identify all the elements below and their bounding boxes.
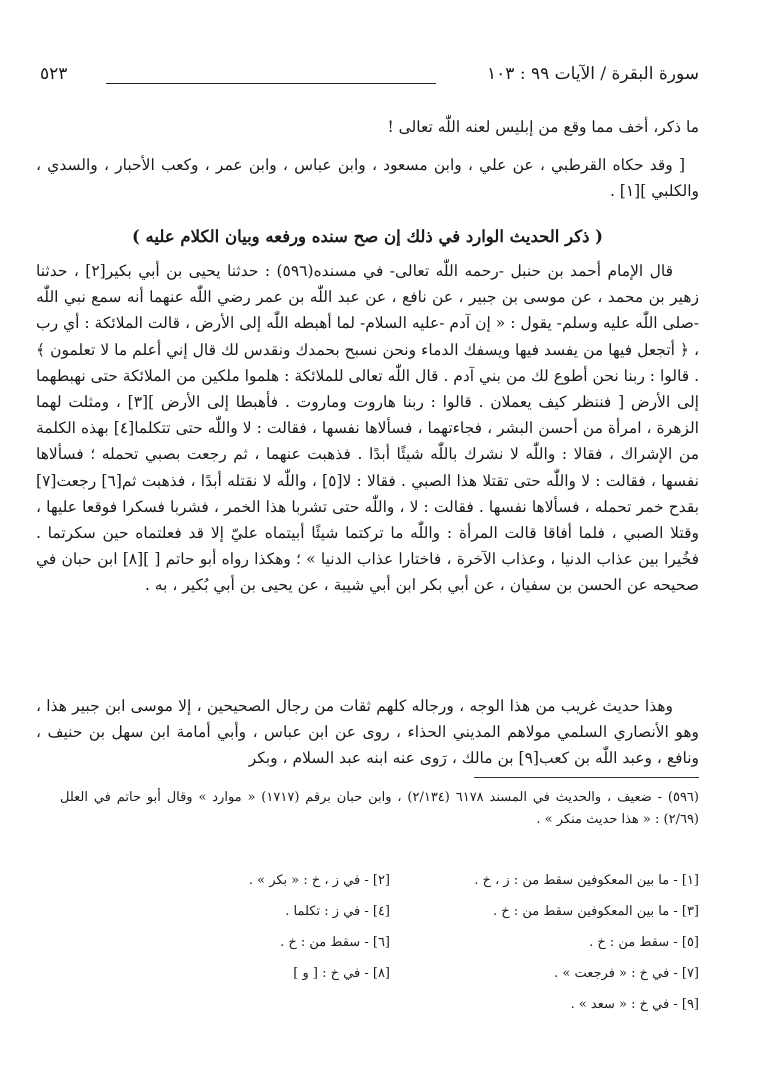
footnote-rule <box>474 777 699 778</box>
note-item: [٩] - في خ : « سعد » . <box>570 997 699 1012</box>
paragraph-commentary: وهذا حديث غريب من هذا الوجه ، ورجاله كلهم ثقات من رجال الصحيحين ، إلا موسى ابن جبير هذا ، وهو الأنصاري السلمي مولاهم المديني الحذاء ، روى عن ابن عباس ، وأبي أمامة ابن سهل بن حنيف ، ونافع ، وعبد اللّٰه بن كعب[٩] بن مالك ، رَوى عنه ابنه عبد السلام ، وبكر <box>36 697 699 767</box>
note-item: [٥] - سقط من : خ . <box>589 935 699 950</box>
paragraph-1: ما ذكر، أخف مما وقع من إبليس لعنه اللّٰه تعالى ! <box>387 118 699 136</box>
paragraph-hadith: قال الإمام أحمد بن حنبل -رحمه اللّٰه تعالى- في مسنده(٥٩٦) : حدثنا يحيى بن أبي بكير[٢] ، حدثنا زهير بن محمد ، عن موسى بن جبير ، عن نافع ، عن عبد اللّٰه بن عمر رضي اللّٰه عنهما أنه سمع نبي اللّٰه -صلى اللّٰه عليه وسلم- يقول : « إن آدم -عليه السلام- لما أهبطه اللّٰه إلى الأرض ، قالت الملائكة : أي رب ، ﴿ أتجعل فيها من يفسد فيها ويسفك الدماء ونحن نسبح بحمدك ونقدس لك قال إني أعلم ما لا تعلمون ﴾ . قالوا : ربنا نحن أطوع لك من بني آدم . قال اللّٰه تعالى للملائكة : هلموا ملكين من الملائكة حتى نهبطهما إلى الأرض [ فننظر كيف يعملان . قالوا : ربنا هاروت وماروت . فأهبطا إلى الأرض ][٣] ، ومثلت لهما الزهرة ، امرأة من أحسن البشر ، فجاءتهما ، فسألاها نفسها ، فقالت : لا واللّٰه حتى تتكلما[٤] بهذه الكلمة من الإشراك ، فقالا : واللّٰه لا نشرك باللّٰه شيئًا أبدًا . فذهبت عنهما ، ثم رجعت بصبي تحمله ؛ فسألاها نفسها ، فقالت : لا واللّٰه حتى تقتلا هذا الصبي . فقالا : لا[٥] ، واللّٰه لا نقتله أبدًا ، فذهبت ثم[٦] رجعت[٧] بقدح خمر تحمله ، فسألاها نفسها . فقالت : لا ، واللّٰه حتى تشربا هذا الخمر ، فشربا فسكرا فوقعا عليها ، وقتلا الصبي ، فلما أفاقا قالت المرأة : واللّٰه ما تركتما شيئًا أبيتماه عليّ إلا قد فعلتماه حين سكرتما . فخُيرا بين عذاب الدنيا ، وعذاب الآخرة ، فاختارا عذاب الدنيا » ؛ وهكذا رواه أبو حاتم [ ][٨] ابن حبان في صحيحه عن الحسن بن سفيان ، عن أبي بكر ابن أبي شيبة ، عن يحيى بن أبي بُكير ، به . <box>36 262 699 595</box>
footnote-main: (٥٩٦) - ضعيف ، والحديث في المسند ٦١٧٨ (٢/١٣٤) ، وابن حبان برقم (١٧١٧) « موارد » وقال أبو حاتم في العلل (٢/٦٩) : « هذا حديث منكر » . <box>60 790 699 827</box>
note-item: [٨] - في خ : [ و ] <box>293 966 390 981</box>
note-item: [٢] - في ز ، خ : « بكر » . <box>248 873 390 888</box>
header-rule <box>106 83 436 84</box>
note-item: [٧] - في خ : « فرجعت » . <box>554 966 699 981</box>
note-item: [٣] - ما بين المعكوفين سقط من : خ . <box>493 904 699 919</box>
note-item: [١] - ما بين المعكوفين سقط من : ز ، خ . <box>474 873 699 888</box>
notes-column-left <box>150 865 390 989</box>
note-item: [٤] - في ز : تكلما . <box>285 904 390 919</box>
note-item: [٦] - سقط من : خ . <box>280 935 390 950</box>
paragraph-2: [ وقد حكاه القرطبي ، عن علي ، وابن مسعود ، وابن عباس ، وابن عمر ، وكعب الأحبار ، والسدي ، والكلبي ][١] . <box>36 156 699 200</box>
page-number: ٥٢٣ <box>40 64 68 84</box>
running-header-title: سورة البقرة / الآيات ٩٩ : ١٠٣ <box>487 64 699 84</box>
section-heading: ( ذكر الحديث الوارد في ذلك إن صح سنده ورفعه وبيان الكلام عليه ) <box>132 227 603 246</box>
notes-column-right <box>379 865 699 1020</box>
